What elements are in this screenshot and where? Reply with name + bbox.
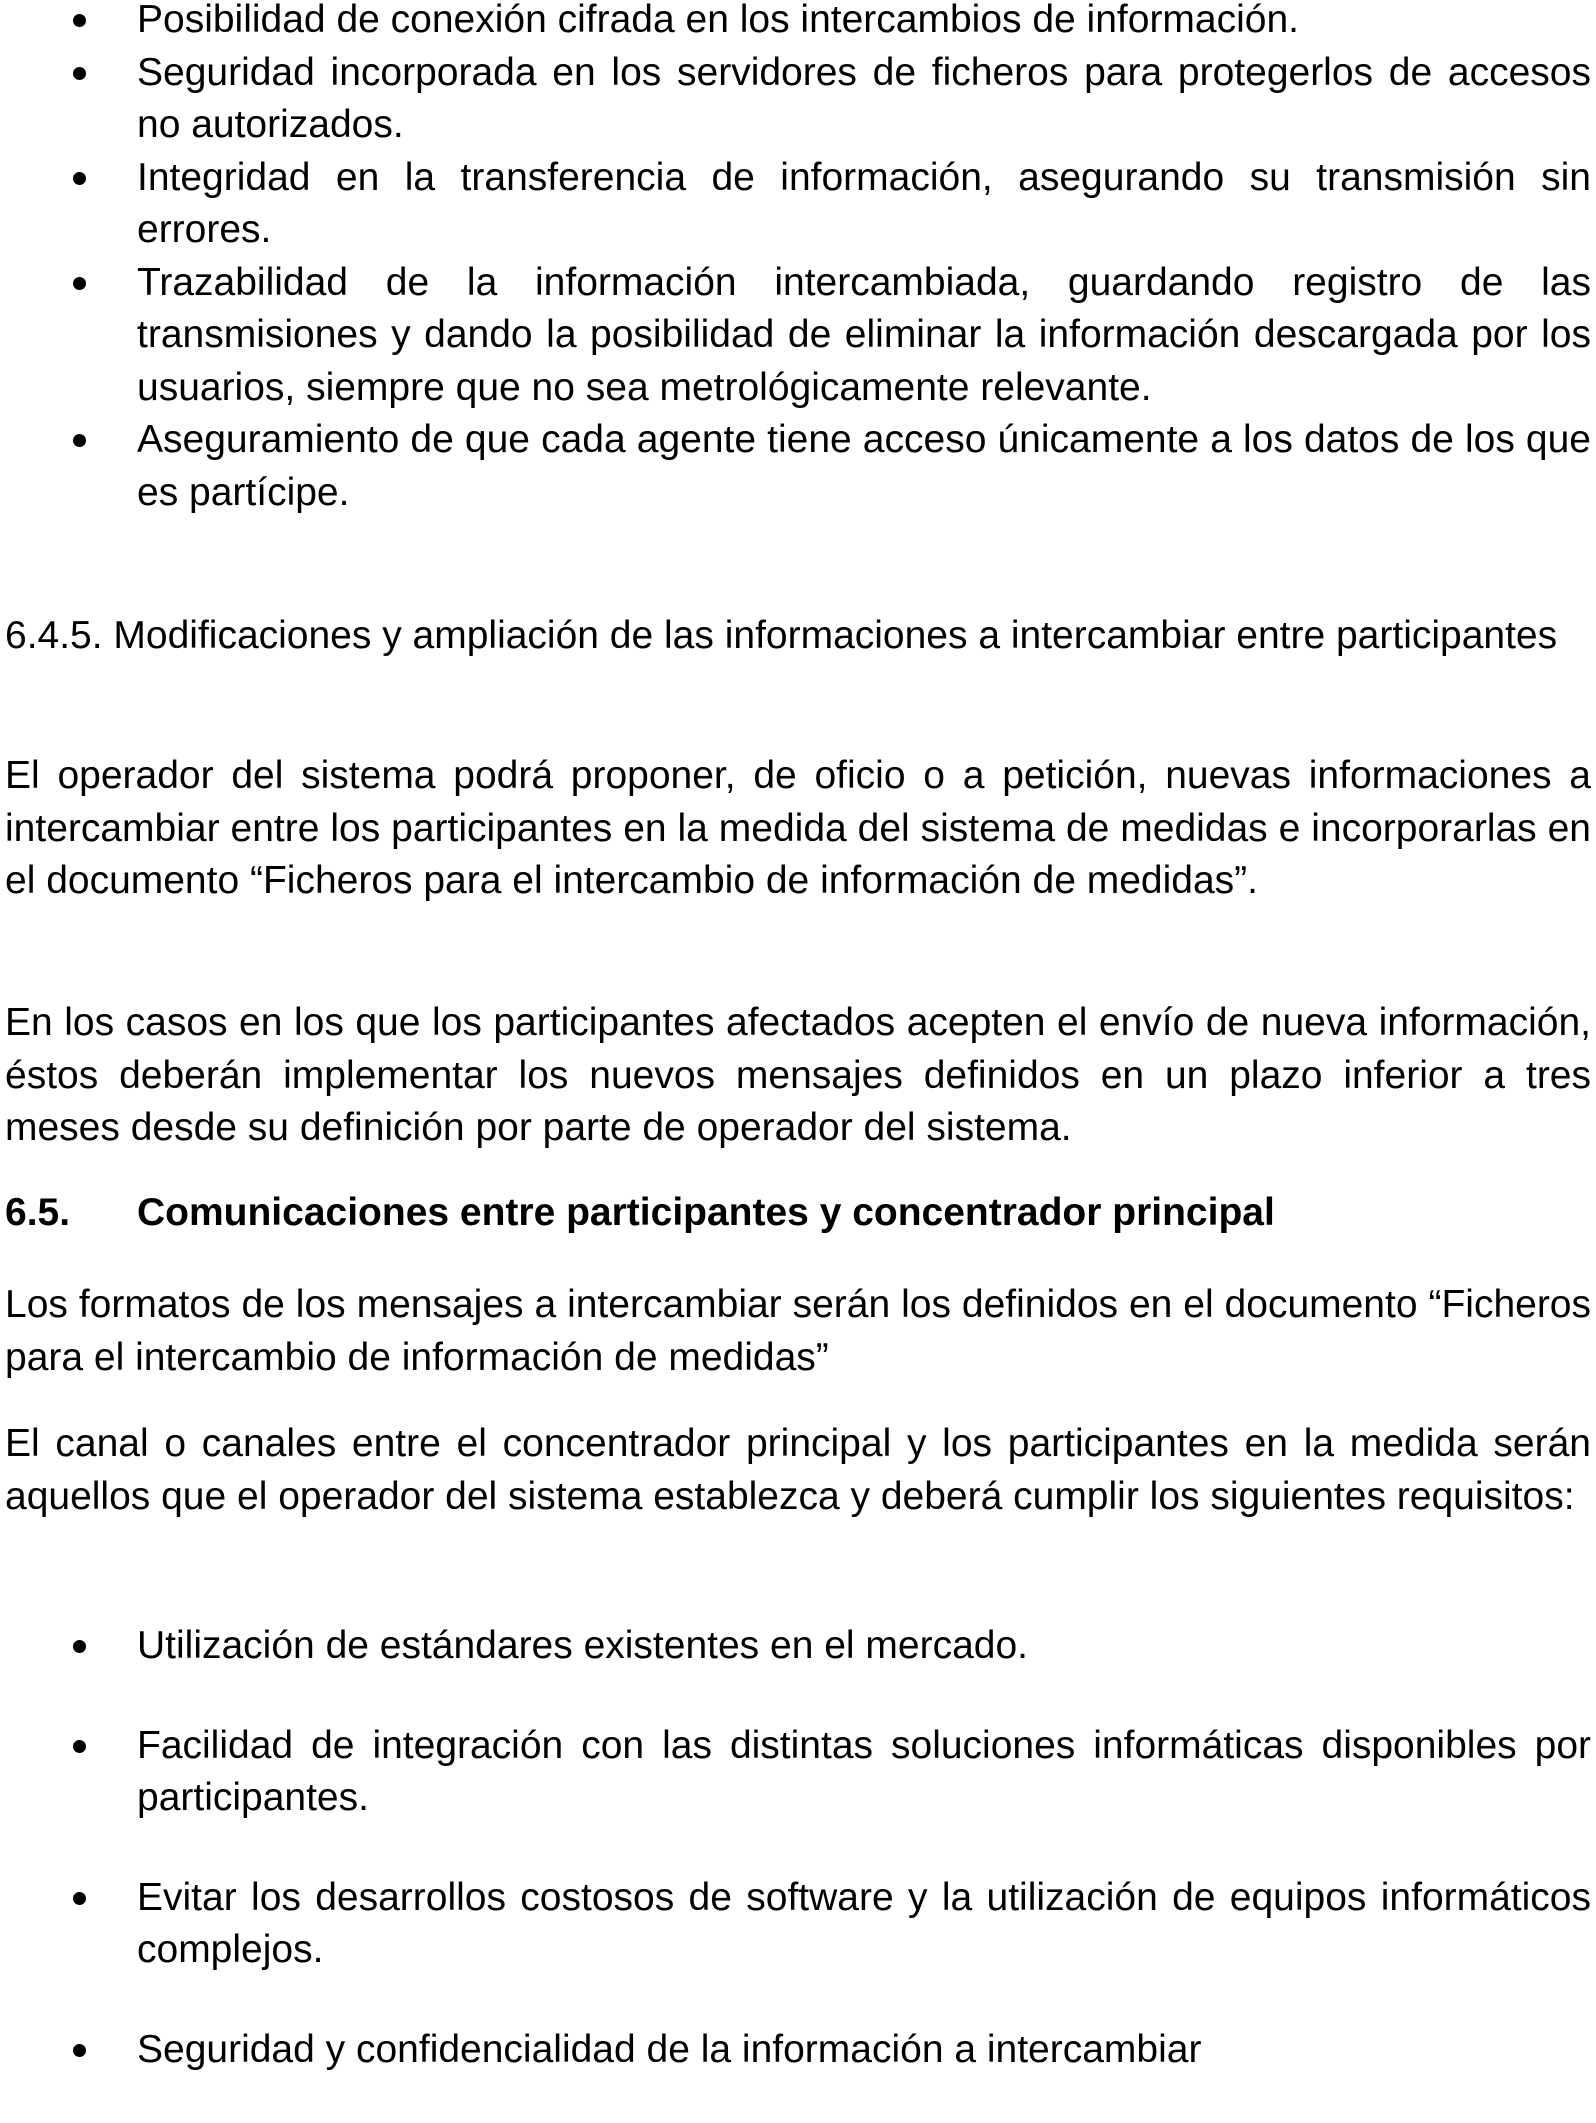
bullet-icon — [73, 1640, 86, 1653]
bullet-icon — [73, 2044, 86, 2057]
list-item — [5, 414, 1591, 519]
list-item — [5, 257, 1591, 415]
paragraph-implementation-deadline: En los casos en los que los participantes afectados acepten el envío de nueva información, éstos deberán implementar los nuevos mensajes definidos en un plazo inferior a tres meses desde su definición por parte de operador del sistema. — [5, 1001, 1591, 1149]
list-item-text: Posibilidad de conexión cifrada en los intercambios de información. — [137, 0, 1299, 41]
section-heading — [5, 1187, 1591, 1240]
bullet-icon — [73, 434, 86, 447]
list-item-text: Utilización de estándares existentes en el mercado. — [137, 1624, 1028, 1667]
subsection-title: 6.4.5. Modificaciones y ampliación de las informaciones a intercambiar entre participantes — [5, 614, 1558, 657]
list-item-text: Seguridad y confidencialidad de la información a intercambiar — [137, 2027, 1202, 2071]
list-item-text: Evitar los desarrollos costosos de software y la utilización de equipos informáticos complejos. — [137, 1875, 1591, 1971]
bullet-icon — [73, 14, 86, 27]
list-item — [5, 1720, 1591, 1825]
bullet-list-security — [5, 0, 1591, 519]
list-item — [5, 0, 1591, 47]
section-title: Comunicaciones entre participantes y concentrador principal — [137, 1191, 1275, 1234]
list-item-text: Integridad en la transferencia de información, asegurando su transmisión sin errores. — [137, 155, 1591, 251]
bullet-list-requirements — [5, 1620, 1591, 2123]
bullet-icon — [73, 172, 86, 185]
list-item — [5, 47, 1591, 152]
bullet-icon — [73, 1740, 86, 1753]
list-item-text: Trazabilidad de la información intercambiada, guardando registro de las transmisiones y dando la posibilidad de eliminar la información descargada por los usuarios, siempre que no sea metrológicamente relevante. — [137, 260, 1591, 409]
list-item — [5, 152, 1591, 257]
list-item — [5, 1872, 1591, 1977]
paragraph-new-information: El operador del sistema podrá proponer, de oficio o a petición, nuevas informaciones a intercambiar entre los participantes en la medida del sistema de medidas e incorporarlas en el documento “Ficheros para el intercambio de información de medidas”. — [5, 754, 1591, 902]
bullet-icon — [73, 277, 86, 290]
section-number: 6.5. — [5, 1191, 71, 1234]
list-item-text: Seguridad incorporada en los servidores de ficheros para protegerlos de accesos no autorizados. — [137, 50, 1591, 146]
paragraph-channel-requirements: El canal o canales entre el concentrador principal y los participantes en la medida serán aquellos que el operador del sistema establezca y deberá cumplir los siguientes requisitos: — [5, 1422, 1591, 1518]
bullet-icon — [73, 67, 86, 80]
list-item — [5, 2024, 1591, 2077]
bullet-icon — [73, 1892, 86, 1905]
list-item-text: Aseguramiento de que cada agente tiene acceso únicamente a los datos de los que es partícipe. — [137, 418, 1591, 514]
paragraph-message-formats: Los formatos de los mensajes a intercambiar serán los definidos en el documento “Ficheros para el intercambio de información de medidas” — [5, 1283, 1591, 1379]
list-item-text: Facilidad de integración con las distintas soluciones informáticas disponibles por participantes. — [137, 1723, 1591, 1819]
list-item — [5, 1620, 1591, 1673]
